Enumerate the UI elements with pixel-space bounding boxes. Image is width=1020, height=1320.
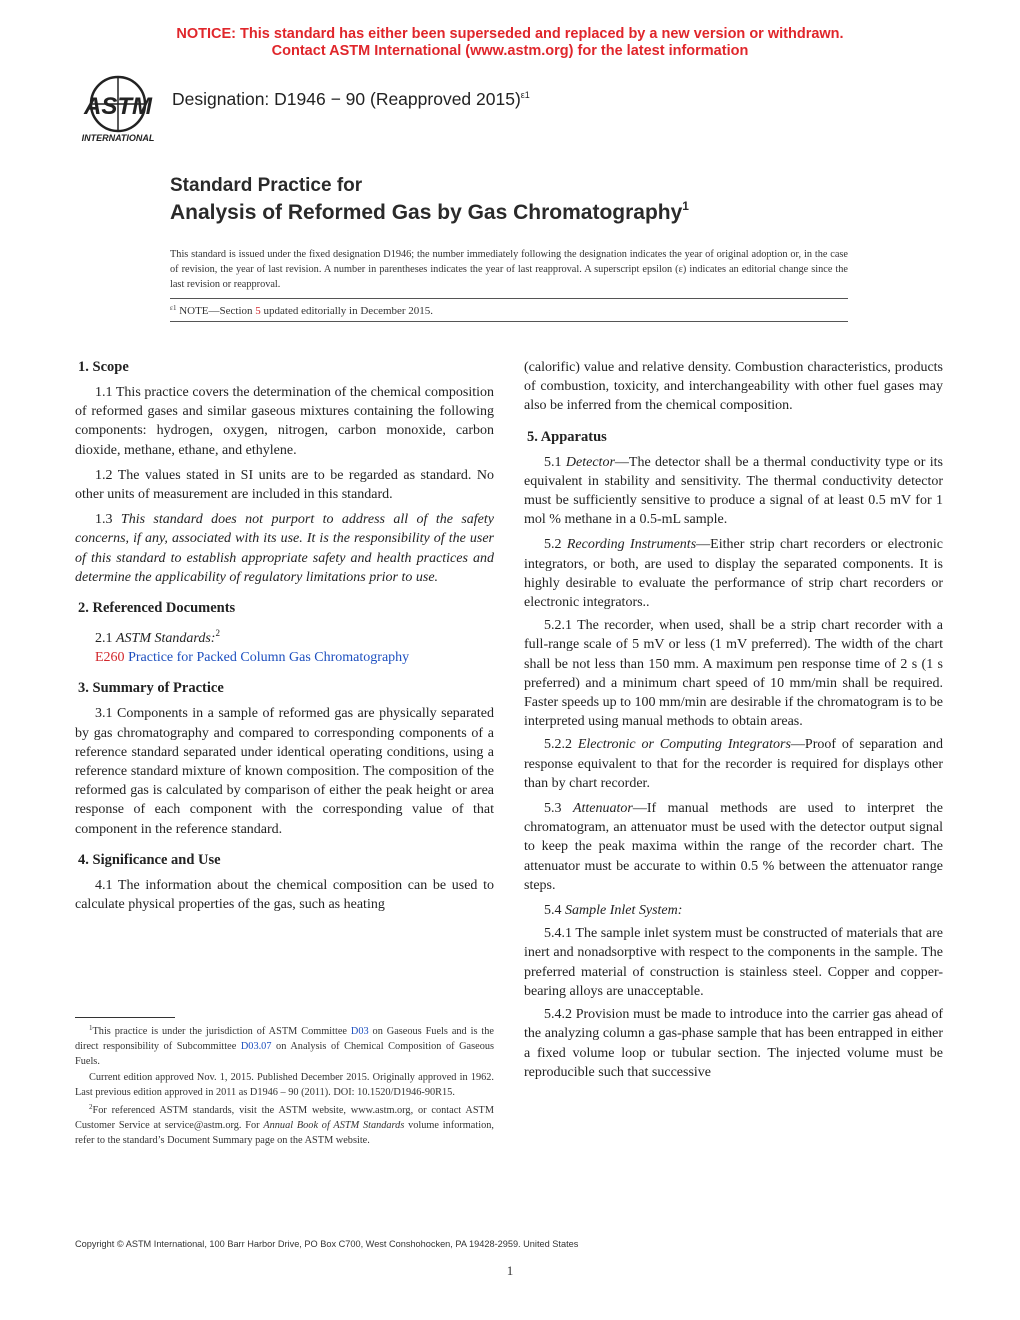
footnote-1-text-c: on Analysis of Chemical Composition of Gaseous Fuels. <box>75 1041 495 1068</box>
section-5-link[interactable]: 5 <box>255 305 261 317</box>
para-5-2-2-text: —Proof of separation and response equivalent to that for the recorder is required for displays other than by chart recorder. <box>524 737 943 791</box>
para-3-1: 3.1 Components in a sample of reformed gas are physically separated by gas chromatography and compared to corresponding components of a reference standard separated under identical operating conditions, using a reference standard mixture of known composition. The composition of the reformed gas is calculated by comparison of either the peak height or area response of each component with the corresponding value of that component in the reference standard. <box>75 706 494 837</box>
designation <box>172 89 530 110</box>
para-5-2 <box>524 535 943 612</box>
footnote-1-edition: Current edition approved Nov. 1, 2015. Published December 2015. Originally approved in 1962. Last previous edition approved in 2011 as D1946 – 90 (2011). DOI: 10.1520/D1946-90R15. <box>75 1071 494 1098</box>
para-5-4-num: 5.4 <box>544 903 565 919</box>
withdrawal-notice <box>0 26 1020 60</box>
ref-e260-title[interactable]: Practice for Packed Column Gas Chromatography <box>128 650 410 666</box>
para-5-1-text: —The detector shall be a thermal conductivity type or its equivalent in stability and sensitivity. The thermal conductivity detector must be sufficiently sensitive to produce a signal of at least 0.5 mV for 1 mol % methane in a 0.5-mL sample. <box>524 454 943 528</box>
footnote-1-marker: 1 <box>89 1024 93 1032</box>
epsilon-note <box>170 304 433 317</box>
notice-line-2: Contact ASTM International (www.astm.org) for the latest information <box>271 43 749 59</box>
para-5-1-term: Detector <box>565 454 615 470</box>
footnote-1-text-a: This practice is under the jurisdiction of ASTM Committee <box>92 1026 351 1037</box>
footnote-2-italic: Annual Book of ASTM Standards <box>263 1120 405 1132</box>
para-1-2: 1.2 The values stated in SI units are to be regarded as standard. No other units of measurement are included in this standard. <box>75 467 494 503</box>
logo-caption: INTERNATIONAL <box>81 133 155 143</box>
para-5-4 <box>524 901 943 920</box>
para-5-2-num: 5.2 <box>544 537 567 553</box>
scope-heading: 1. Scope <box>78 359 129 375</box>
para-5-2-2-term: Electronic or Computing Integrators <box>577 737 791 753</box>
title-line-1: Standard Practice for <box>170 175 363 196</box>
para-5-4-term: Sample Inlet System: <box>565 903 683 919</box>
epsilon-note-post: updated editorially in December 2015. <box>260 305 434 317</box>
para-5-2-1: 5.2.1 The recorder, when used, shall be a strip chart recorder with a full-range scale of 5 mV or less (1 mV preferred). The width of the chart shall be not less than 150 mm. A maximum pen response time of 2 s (1 s preferred) and a minimum chart speed of 10 mm/min shall be required. Faster speeds up to 100 mm/min are desirable if the chromatogram is to be interpreted using manual methods to obtain areas. <box>524 618 943 730</box>
footnotes <box>75 1021 494 1149</box>
title-line-2 <box>170 199 689 225</box>
para-5-3-num: 5.3 <box>544 801 573 817</box>
para-5-1 <box>524 453 943 530</box>
para-1-3-num: 1.3 <box>95 512 121 528</box>
left-column <box>75 358 494 914</box>
summary-heading: 3. Summary of Practice <box>78 680 224 697</box>
para-2-1-sup: 2 <box>215 628 220 639</box>
para-1-3 <box>75 510 494 587</box>
footnote-2-text-a: For referenced ASTM standards, visit the ASTM website, www.astm.org, or contact ASTM Customer Service at service@astm.org. For <box>75 1105 494 1132</box>
designation-text: Designation: D1946 − 90 (Reapproved 2015) <box>172 89 521 109</box>
footnote-1-text-b: on Gaseous Fuels and is the direct responsibility of Subcommittee <box>75 1026 494 1053</box>
para-4-1b: (calorific) value and relative density. Combustion characteristics, products of combustion, toxicity, and interchangeability with other fuel gases may also be inferred from the chemical composition. <box>524 360 943 414</box>
notice-line-1: NOTICE: This standard has either been superseded and replaced by a new version or withdrawn. <box>176 26 844 42</box>
epsilon-sup: ε1 <box>170 304 177 312</box>
para-2-1-text: ASTM Standards: <box>116 631 216 647</box>
para-5-4-1: 5.4.1 The sample inlet system must be constructed of materials that are inert and nonadsorptive with respect to the components in the sample. The preferred material of construction is stainless steel. Copper and copper-bearing alloys are unacceptable. <box>524 926 943 999</box>
ref-e260[interactable] <box>75 648 494 667</box>
page-number: 1 <box>506 1263 514 1278</box>
referenced-heading: 2. Referenced Documents <box>78 600 236 617</box>
para-2-1-num: 2.1 <box>95 631 116 647</box>
copyright: Copyright © ASTM International, 100 Barr Harbor Drive, PO Box C700, West Conshohocken, PA 19428-2959. United States <box>75 1239 579 1249</box>
title-text: Analysis of Reformed Gas by Gas Chromatography <box>170 201 683 224</box>
logo-letters: ASTM <box>84 93 152 120</box>
right-column <box>524 358 943 1082</box>
para-5-3 <box>524 799 943 895</box>
para-5-2-term: Recording Instruments <box>566 537 697 553</box>
committee-d03-link[interactable]: D03 <box>350 1026 369 1037</box>
subcommittee-d03-07-link[interactable]: D03.07 <box>240 1041 272 1053</box>
para-5-3-text: —If manual methods are used to interpret the chromatogram, an attenuator must be used with the detector output signal to keep the peak maxima within the range of the recorder chart. The attenuator must be accurate to within 0.5 % between the attenuator range steps. <box>524 801 944 893</box>
footnote-2 <box>75 1100 494 1149</box>
para-1-3-text: This standard does not purport to address all of the safety concerns, if any, associated with its use. It is the responsibility of the user of this standard to establish appropriate safety and health practices and determine the applicability of regulatory limitations prior to use. <box>75 512 494 585</box>
footnote-2-text-b: volume information, refer to the standard’s Document Summary page on the ASTM website. <box>75 1120 494 1147</box>
para-5-2-2-num: 5.2.2 <box>544 737 578 753</box>
para-4-1a: 4.1 The information about the chemical composition can be used to calculate physical properties of the gas, such as heating <box>75 877 494 913</box>
designation-sup: ε1 <box>520 90 530 100</box>
epsilon-note-pre: NOTE—Section <box>179 305 256 317</box>
apparatus-heading: 5. Apparatus <box>527 428 607 445</box>
astm-logo-icon <box>74 74 162 144</box>
header-rule-bottom <box>170 321 848 322</box>
significance-heading: 4. Significance and Use <box>78 851 221 868</box>
para-5-1-num: 5.1 <box>544 454 566 470</box>
title-footnote-ref: 1 <box>682 199 689 213</box>
footnote-2-marker: 2 <box>89 1103 93 1112</box>
ref-e260-code[interactable]: E260 <box>95 650 125 666</box>
issuance-statement: This standard is issued under the fixed designation D1946; the number immediately following the designation indicates the year of original adoption or, in the case of revision, the year of last revision. A number in parentheses indicates the year of last reapproval. A superscript epsilon (ε) indicates an editorial change since the last revision or reapproval. <box>170 249 848 290</box>
header-rule-top <box>170 298 848 299</box>
para-1-1: 1.1 This practice covers the determination of the chemical composition of reformed gases and similar gaseous mixtures containing the following components: hydrogen, oxygen, nitrogen, carbon monoxide, carbon dioxide, methane, ethane, and ethylene. <box>75 385 494 458</box>
footnote-1 <box>75 1021 494 1070</box>
footnote-rule <box>75 1017 175 1018</box>
para-2-1 <box>75 624 494 648</box>
para-5-3-term: Attenuator <box>572 801 633 817</box>
para-5-2-2 <box>524 735 943 793</box>
para-5-2-text: —Either strip chart recorders or electronic integrators, or both, are used to display the separated components. It is highly desirable to evaluate the performance of strip chart recorders or electronic integrators.. <box>524 537 943 611</box>
para-5-4-2: 5.4.2 Provision must be made to introduce into the carrier gas ahead of the analyzing column a gas-phase sample that has been entrapped in either a fixed volume loop or tubular section. The injected volume must be reproducible such that successive <box>524 1007 943 1080</box>
